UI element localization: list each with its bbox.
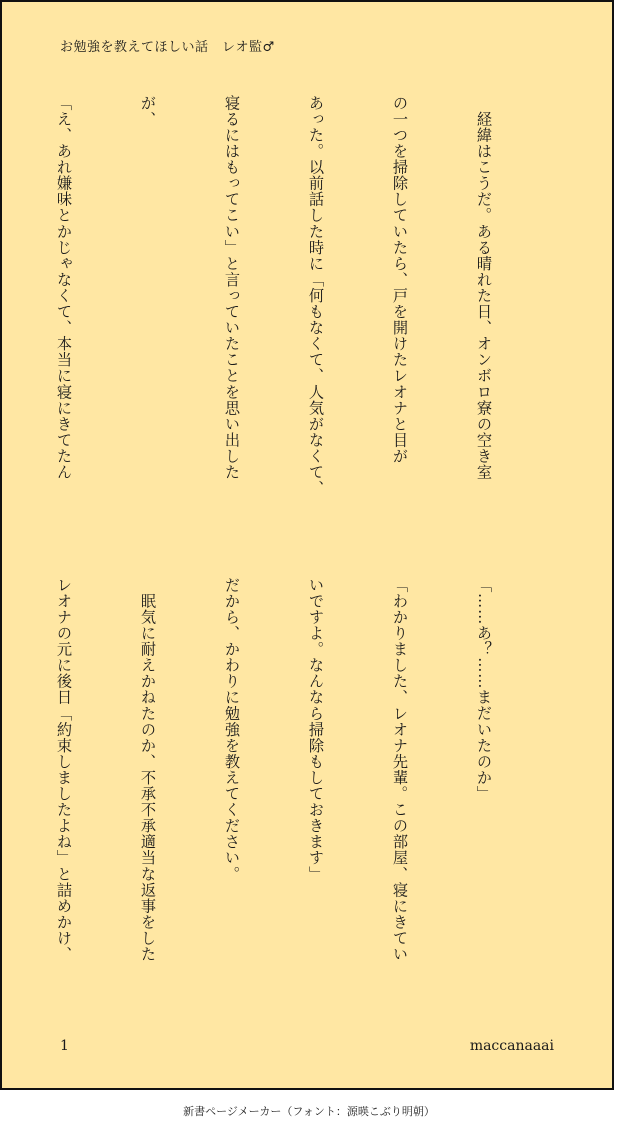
text-line: 眠気に耐えかねたのか、不承不承適当な返事をした (139, 577, 157, 963)
text-line: 「え、あれ嫌味とかじゃなくて、本当に寝にきてたん (55, 95, 73, 481)
text-line: レオナの元に後日「約束しましたよね」と詰めかけ、 (55, 577, 73, 963)
text-line: 経緯はこうだ。ある晴れた日、オンボロ寮の空き室 (475, 95, 493, 481)
generator-caption: 新書ページメーカー（フォント：源暎こぶり明朝） (183, 1105, 435, 1118)
text-line: が、 (139, 95, 157, 128)
text-line: あった。以前話した時に「何もなくて、人気がなくて、 (307, 95, 325, 497)
text-line: 「……あ？……まだいたのか」 (475, 577, 493, 802)
body-text-bottom (44, 577, 554, 1017)
text-line: だから、かわりに勉強を教えてください。 (223, 577, 241, 882)
body-text-top (44, 95, 554, 535)
page-number: 1 (60, 1038, 69, 1054)
text-line: いですよ。なんなら掃除もしておきます」 (307, 577, 325, 882)
text-line: 寝るにはもってこい」と言っていたことを思い出した (223, 95, 241, 481)
text-line: の一つを掃除していたら、戸を開けたレオナと目が (391, 95, 409, 465)
text-line: 「わかりました、レオナ先輩。この部屋、寝にきてい (391, 577, 409, 963)
author-name: maccanaaai (469, 1038, 554, 1054)
page-header-title: お勉強を教えてほしい話 レオ監♂ (60, 40, 275, 55)
